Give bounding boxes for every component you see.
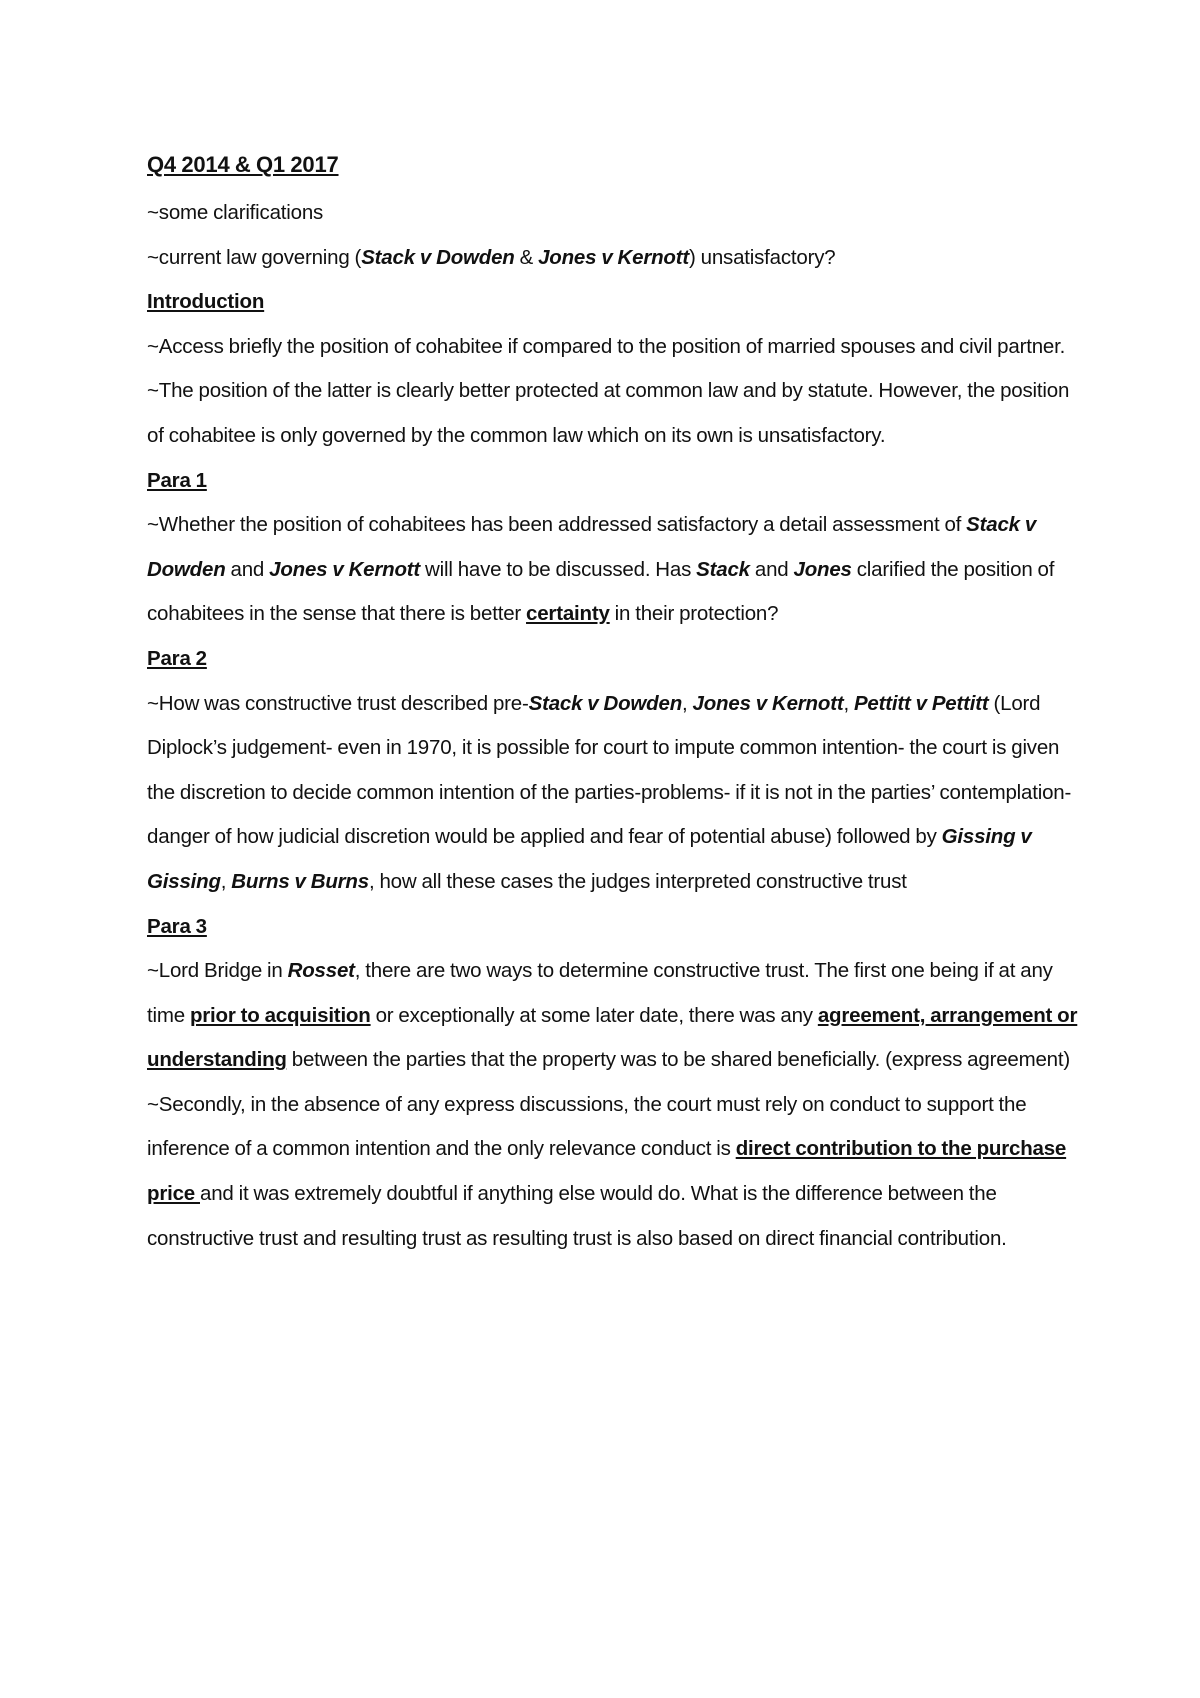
case-name: Stack v Dowden <box>147 513 1037 581</box>
para-3-heading: Para 3 <box>147 914 207 938</box>
text: will have to be discussed. Has <box>420 557 697 581</box>
para-2-heading: Para 2 <box>147 646 207 670</box>
text: , how all these cases the judges interpreted constructive trust <box>368 869 907 893</box>
document-body <box>147 147 1087 1261</box>
underlined-term: direct contribution to the purchase price <box>147 1137 1067 1206</box>
text: clarified the position of cohabitees in the sense that there is better <box>147 557 1055 626</box>
clarifications-text: ~some clarifications <box>147 201 324 224</box>
para-2-text <box>147 682 1087 905</box>
text: ~How was constructive trust described pre- <box>147 691 529 715</box>
text: ~current law governing ( <box>147 245 362 269</box>
para-3-text-2 <box>147 1083 1087 1261</box>
text: , there are two ways to determine constructive trust. The first one being if at any time <box>147 959 1053 1027</box>
question-line <box>147 236 1087 281</box>
case-name: Gissing v Gissing <box>147 825 1032 893</box>
intro-paragraph-1: ~Access briefly the position of cohabitee if compared to the position of married spouses and civil partner. <box>147 334 1066 358</box>
text: or exceptionally at some later date, there was any <box>370 1003 818 1027</box>
text: between the parties that the property was to be shared beneficially. (express agreement) <box>286 1048 1071 1072</box>
text: ~Secondly, in the absence of any express discussions, the court must rely on conduct to support the inference of a common intention and the only relevance conduct is <box>147 1092 1027 1161</box>
document-title: Q4 2014 & Q1 2017 <box>147 152 339 177</box>
text: , <box>220 869 232 893</box>
case-name: Pettitt v Pettitt <box>853 691 989 715</box>
case-name: Stack v Dowden <box>361 245 515 269</box>
underlined-term: agreement, arrangement or understanding <box>147 1003 1078 1072</box>
para-1-heading: Para 1 <box>147 468 207 492</box>
text: (Lord Diplock’s judgement- even in 1970, it is possible for court to impute common intention- the court is given the discretion to decide common intention of the parties-problems- if it is not in the parties’ contemplation-danger of how judicial discretion would be applied and fear of potential abuse) followed by <box>147 691 1072 849</box>
case-name: Jones <box>793 557 852 581</box>
introduction-heading: Introduction <box>147 290 265 314</box>
case-name: Burns v Burns <box>231 869 369 893</box>
text: , <box>682 691 693 715</box>
text: and it was extremely doubtful if anything else would do. What is the difference between the constructive trust and resulting trust as resulting trust is also based on direct financial contribution. <box>147 1182 1007 1250</box>
case-name: Stack <box>696 557 750 581</box>
case-name: Jones v Kernott <box>538 245 689 269</box>
case-name: Rosset <box>287 959 355 983</box>
text: in their protection? <box>609 602 779 626</box>
underlined-term: prior to acquisition <box>189 1003 371 1027</box>
case-name: Stack v Dowden <box>528 691 683 715</box>
text: and <box>225 557 270 581</box>
text: , <box>843 691 854 715</box>
underlined-term: certainty <box>526 602 610 626</box>
case-name: Jones v Kernott <box>692 691 844 715</box>
para-1-text <box>147 503 1087 637</box>
text: and <box>749 557 794 581</box>
text: ~Lord Bridge in <box>147 959 288 983</box>
para-3-text-1 <box>147 949 1087 1083</box>
case-name: Jones v Kernott <box>269 557 421 581</box>
text: ~Whether the position of cohabitees has been addressed satisfactory a detail assessment of <box>147 513 967 537</box>
text: ) unsatisfactory? <box>689 245 836 269</box>
clarifications-line <box>147 191 1087 236</box>
text: & <box>514 245 539 269</box>
intro-paragraph-2: ~The position of the latter is clearly better protected at common law and by statute. However, the position of cohabitee is only governed by the common law which on its own is unsatisfactory. <box>147 379 1070 447</box>
